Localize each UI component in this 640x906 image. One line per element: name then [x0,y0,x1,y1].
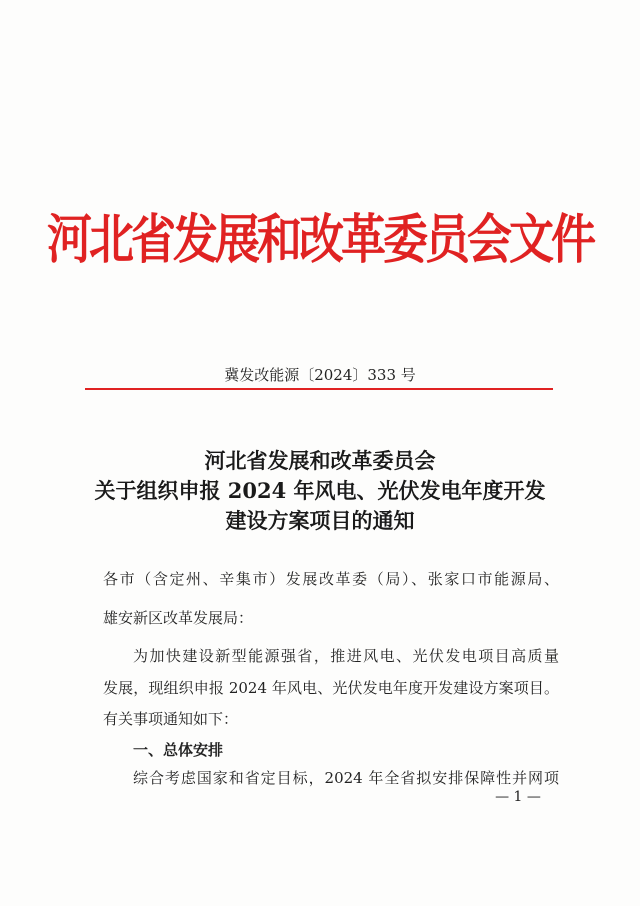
page-number: — 1 — [495,789,541,805]
title-line-1: 河北省发展和改革委员会 [204,448,436,473]
paragraph-1-line-2: 发展，现组织申报 2024 年风电、光伏发电年度开发建设方案项目。 [103,679,559,697]
paragraph-2-line-1: 综合考虑国家和省定目标，2024 年全省拟安排保障性并网项 [133,769,559,787]
recipients-line-2: 雄安新区改革发展局： [103,609,254,627]
title-line-3: 建设方案项目的通知 [225,508,415,533]
red-divider-line [85,388,553,390]
document-number: 冀发改能源〔2024〕333 号 [224,366,416,384]
section-1-heading: 一、总体安排 [133,741,224,759]
recipients-line-1: 各市（含定州、辛集市）发展改革委（局）、张家口市能源局、 [103,570,559,588]
paragraph-1-line-3: 有关事项通知如下： [103,710,239,728]
masthead-title: 河北省发展和改革委员会文件 [46,208,593,271]
title-line-2: 关于组织申报 2024 年风电、光伏发电年度开发 [94,478,546,503]
paragraph-1-line-1: 为加快建设新型能源强省，推进风电、光伏发电项目高质量 [133,647,559,665]
notice-title [0,446,640,536]
